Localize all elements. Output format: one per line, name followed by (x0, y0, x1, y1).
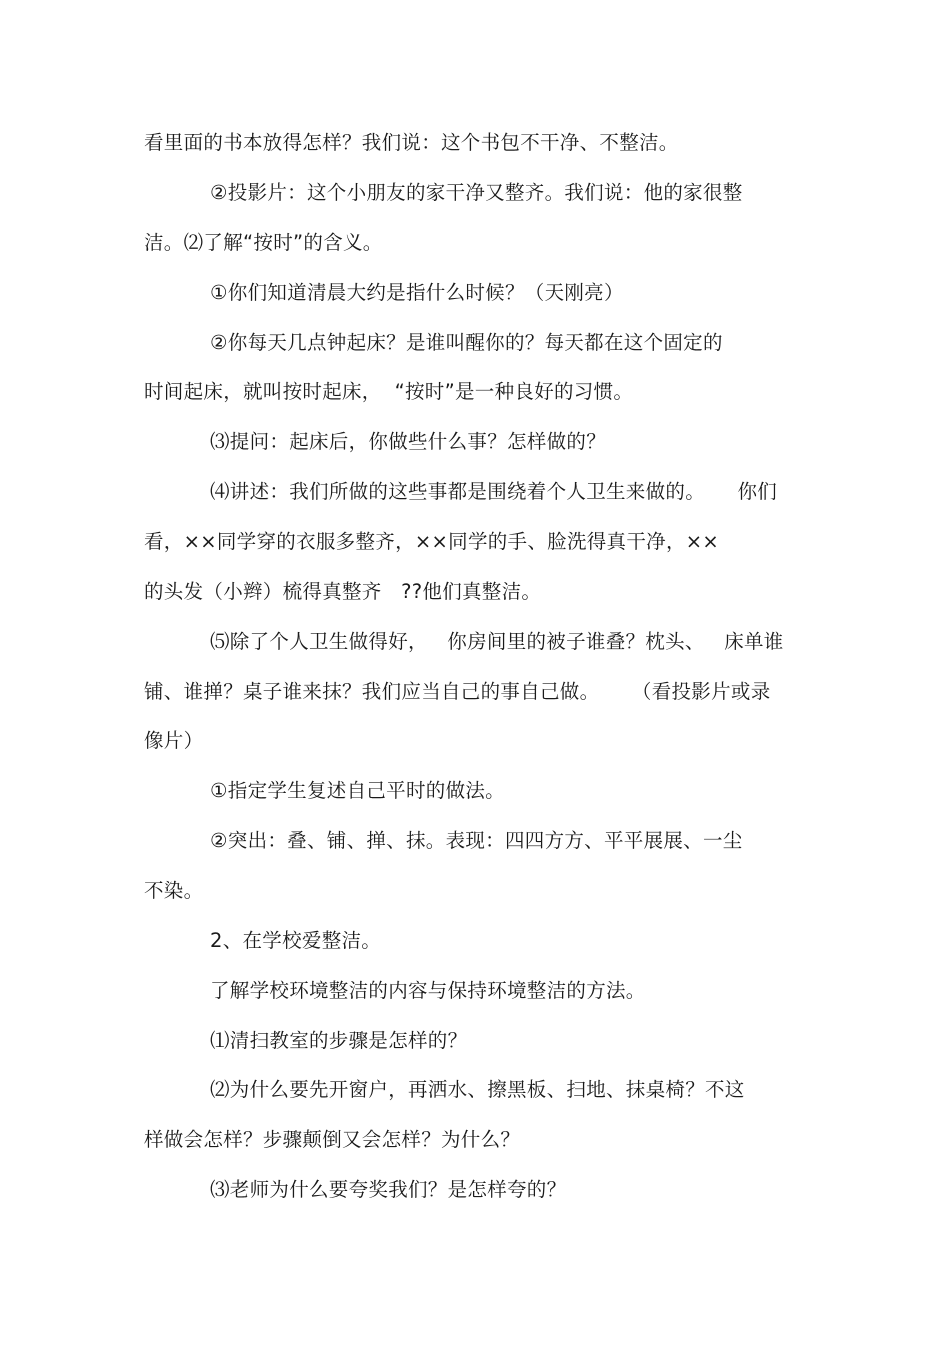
text-line-10: 的头发（小辫）梳得真整齐 ??他们真整洁。 (144, 580, 542, 603)
text-line-2: ②投影片：这个小朋友的家干净又整齐。我们说：他的家很整 (210, 181, 743, 204)
text-line-3: 洁。⑵了解“按时”的含义。 (144, 231, 383, 254)
text-line-11: ⑸除了个人卫生做得好， 你房间里的被子谁叠？枕头、 床单谁 (210, 630, 784, 653)
text-line-18: 了解学校环境整洁的内容与保持环境整洁的方法。 (210, 979, 646, 1002)
text-line-5: ②你每天几点钟起床？是谁叫醒你的？每天都在这个固定的 (210, 331, 723, 354)
text-line-19: ⑴清扫教室的步骤是怎样的？ (210, 1029, 468, 1052)
text-line-4: ①你们知道清晨大约是指什么时候？（天刚亮） (210, 281, 624, 304)
text-line-22: ⑶老师为什么要夸奖我们？是怎样夸的？ (210, 1178, 567, 1201)
text-line-20: ⑵为什么要先开窗户，再洒水、擦黑板、扫地、抹桌椅？不这 (210, 1078, 745, 1101)
text-line-21: 样做会怎样？步骤颠倒又会怎样？为什么？ (144, 1128, 521, 1151)
text-line-13: 像片） (144, 729, 204, 752)
text-line-17: 2、在学校爱整洁。 (210, 929, 382, 952)
text-line-6: 时间起床，就叫按时起床， “按时”是一种良好的习惯。 (144, 380, 634, 403)
text-line-14: ①指定学生复述自己平时的做法。 (210, 779, 505, 802)
text-line-1: 看里面的书本放得怎样？我们说：这个书包不干净、不整洁。 (144, 131, 679, 154)
text-line-16: 不染。 (144, 879, 204, 902)
text-line-8: ⑷讲述：我们所做的这些事都是围绕着个人卫生来做的。 你们 (210, 480, 778, 503)
text-line-9: 看，××同学穿的衣服多整齐，××同学的手、脸洗得真干净，×× (144, 530, 720, 553)
text-line-7: ⑶提问：起床后，你做些什么事？怎样做的？ (210, 430, 607, 453)
text-line-12: 铺、谁掸？桌子谁来抹？我们应当自己的事自己做。 （看投影片或录 (144, 680, 771, 703)
text-line-15: ②突出：叠、铺、掸、抹。表现：四四方方、平平展展、一尘 (210, 829, 743, 852)
